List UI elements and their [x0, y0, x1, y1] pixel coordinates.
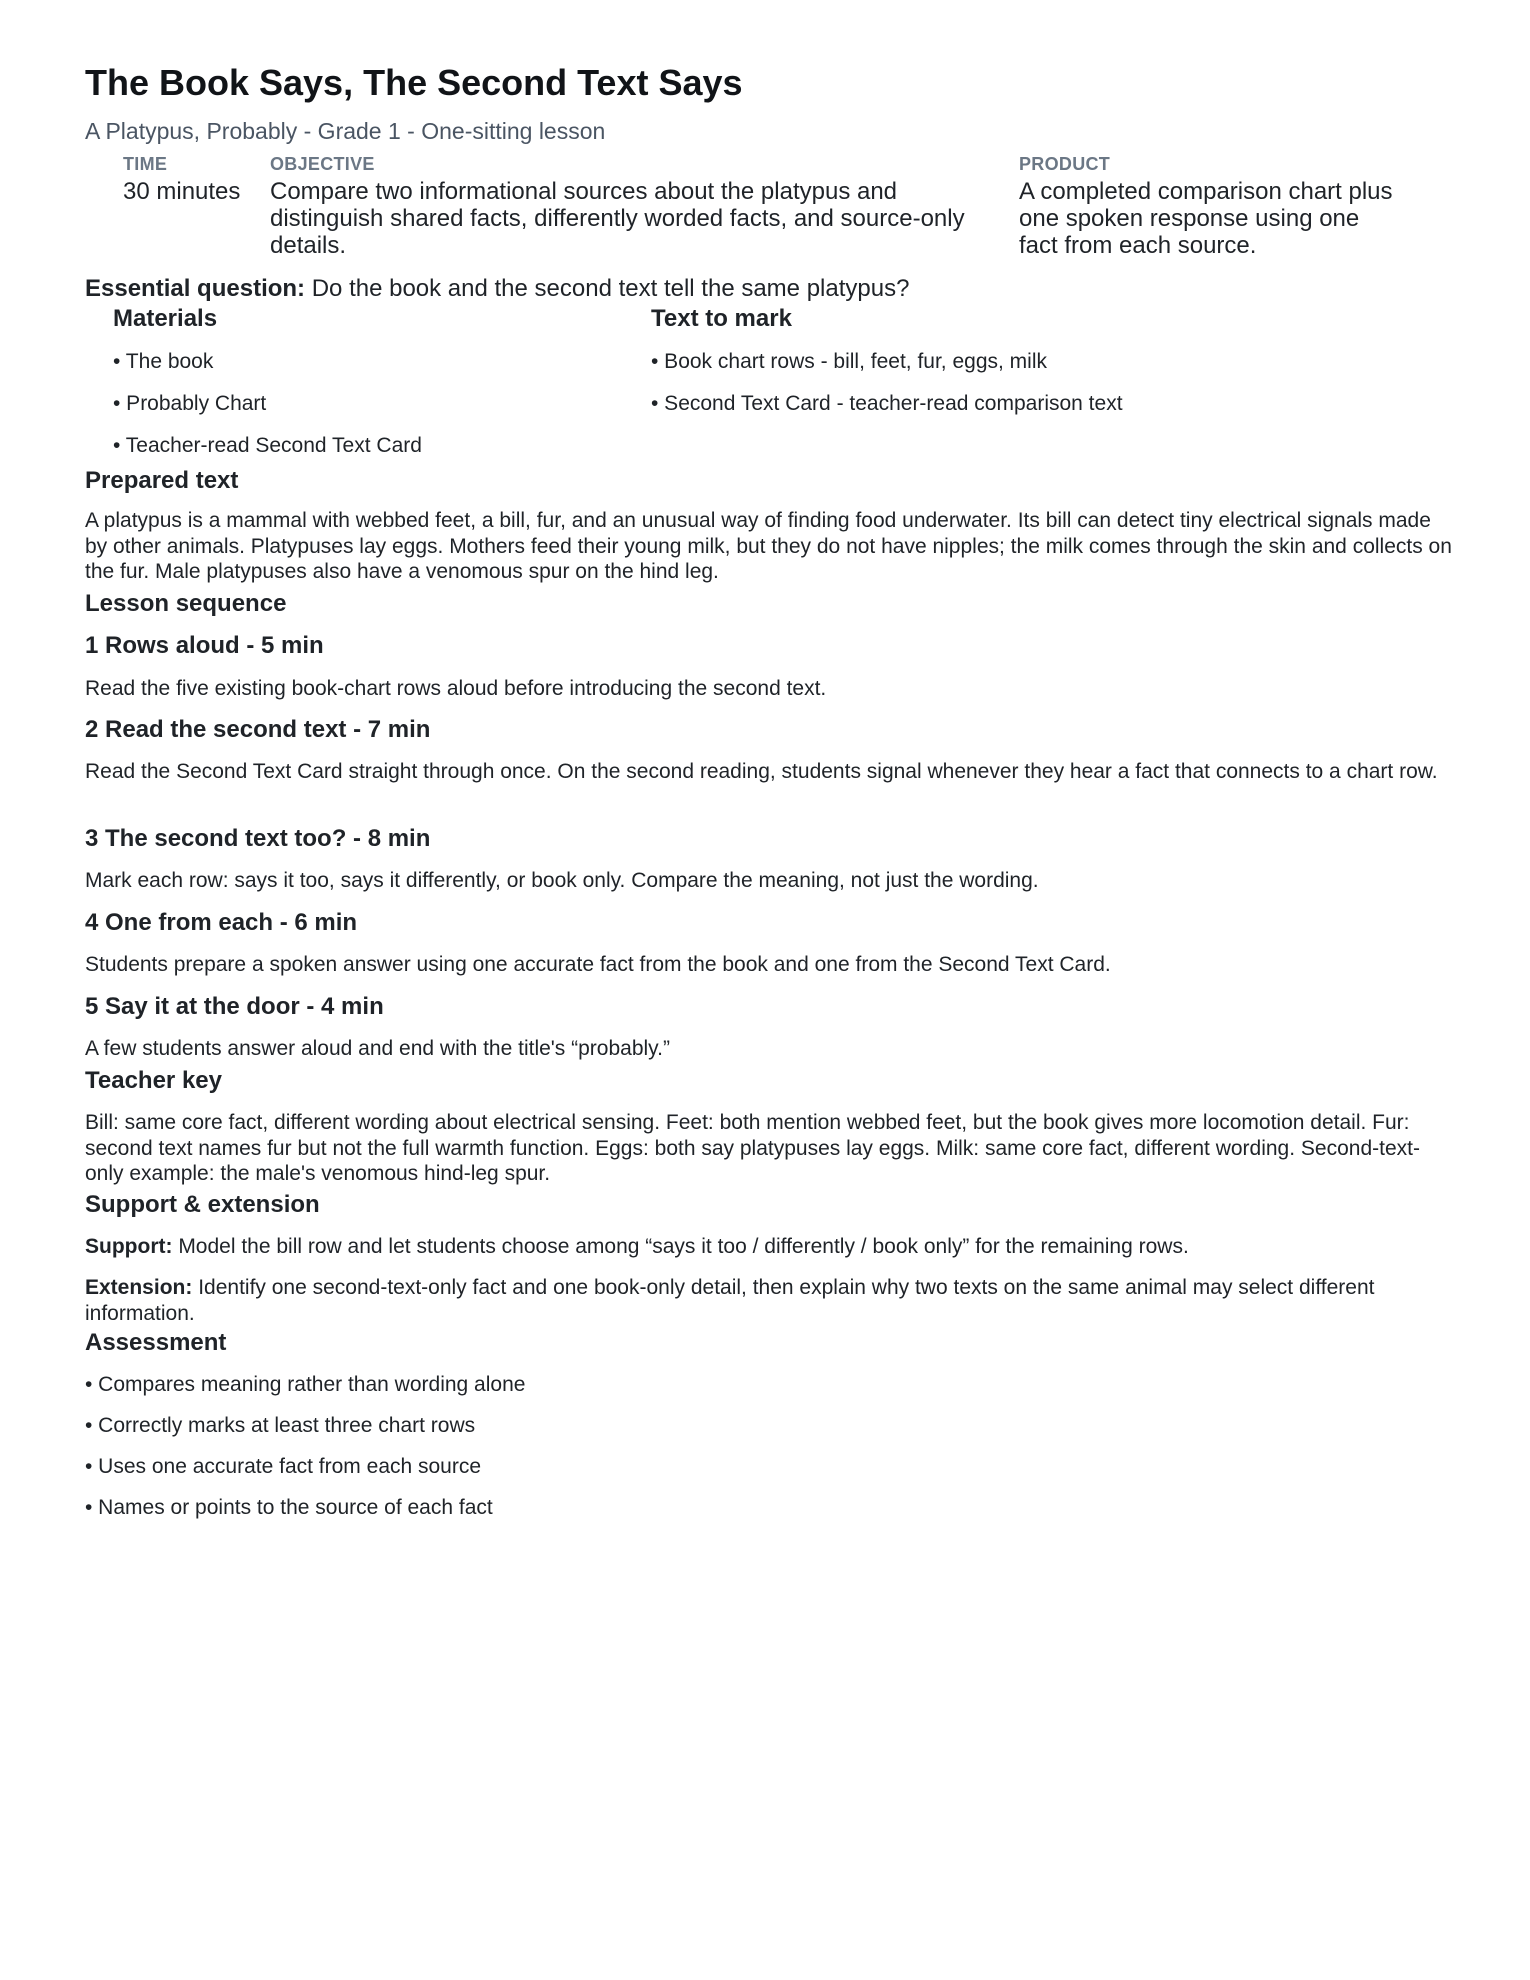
objective-value: Compare two informational sources about the platypus and distinguish shared facts, differently worded facts, and source-only details. [270, 178, 965, 259]
step-body: Students prepare a spoken answer using one accurate fact from the book and one from the Second Text Card. [85, 953, 1111, 976]
extension-label: Extension: [85, 1276, 193, 1299]
support-label: Support: [85, 1235, 173, 1258]
step-title: 4 One from each - 6 min [85, 909, 358, 936]
essential-question-label: Essential question: [85, 275, 306, 302]
step-body: Read the Second Text Card straight through once. On the second reading, students signal whenever they hear a fact that connects to a chart row. [85, 760, 1438, 783]
text-to-mark-heading: Text to mark [651, 305, 792, 332]
product-value: A completed comparison chart plus one spoken response using one fact from each source. [1019, 178, 1393, 259]
teacher-key-heading: Teacher key [85, 1067, 222, 1094]
essential-question [85, 275, 909, 303]
step-title: 2 Read the second text - 7 min [85, 716, 431, 743]
lesson-sequence-heading: Lesson sequence [85, 590, 287, 617]
page-title: The Book Says, The Second Text Says [85, 62, 743, 103]
product-label: PRODUCT [1019, 154, 1111, 174]
time-label: TIME [123, 154, 168, 174]
prepared-text-body: A platypus is a mammal with webbed feet, a bill, fur, and an unusual way of finding food underwater. Its bill can detect tiny electrical signals made by other animals. Platypuses lay eggs. Mothers feed their young milk, but they do not have nipples; the milk comes through the skin and collects on the fur. Male platypuses also have a venomous spur on the hind leg. [85, 509, 1452, 583]
materials-item: • The book [113, 350, 214, 373]
prepared-text-heading: Prepared text [85, 467, 239, 494]
essential-question-text: Do the book and the second text tell the same platypus? [305, 275, 910, 302]
objective-label: OBJECTIVE [270, 154, 375, 174]
text-to-mark-item: • Second Text Card - teacher-read comparison text [651, 392, 1123, 415]
step-body: A few students answer aloud and end with the title's “probably.” [85, 1037, 670, 1060]
materials-item: • Probably Chart [113, 392, 267, 415]
extension-text: Identify one second-text-only fact and one book-only detail, then explain why two texts on the same animal may select different information. [85, 1276, 1375, 1325]
page-subtitle: A Platypus, Probably - Grade 1 - One-sitting lesson [85, 118, 606, 144]
step-title: 1 Rows aloud - 5 min [85, 632, 324, 659]
extension-paragraph [85, 1275, 1455, 1326]
assessment-item: • Correctly marks at least three chart rows [85, 1414, 476, 1437]
text-to-mark-item: • Book chart rows - bill, feet, fur, eggs, milk [651, 350, 1047, 373]
assessment-item: • Compares meaning rather than wording alone [85, 1373, 526, 1396]
teacher-key-body: Bill: same core fact, different wording about electrical sensing. Feet: both mention webbed feet, but the book gives more locomotion detail. Fur: second text names fur but not the full warmth function. Eggs: both say platypuses lay eggs. Milk: same core fact, different wording. Second-text-only example: the male's venomous hind-leg spur. [85, 1111, 1420, 1185]
step-body: Mark each row: says it too, says it differently, or book only. Compare the meaning, not just the wording. [85, 869, 1039, 892]
assessment-heading: Assessment [85, 1329, 227, 1356]
materials-heading: Materials [113, 305, 218, 332]
support-paragraph [85, 1234, 1455, 1260]
time-value: 30 minutes [123, 178, 241, 205]
step-body: Read the five existing book-chart rows aloud before introducing the second text. [85, 677, 827, 700]
step-title: 3 The second text too? - 8 min [85, 825, 431, 852]
assessment-item: • Uses one accurate fact from each source [85, 1455, 482, 1478]
step-title: 5 Say it at the door - 4 min [85, 993, 384, 1020]
support-extension-heading: Support & extension [85, 1191, 320, 1218]
support-text: Model the bill row and let students choose among “says it too / differently / book only” for the remaining rows. [172, 1235, 1189, 1258]
materials-item: • Teacher-read Second Text Card [113, 434, 422, 457]
assessment-item: • Names or points to the source of each fact [85, 1496, 493, 1519]
